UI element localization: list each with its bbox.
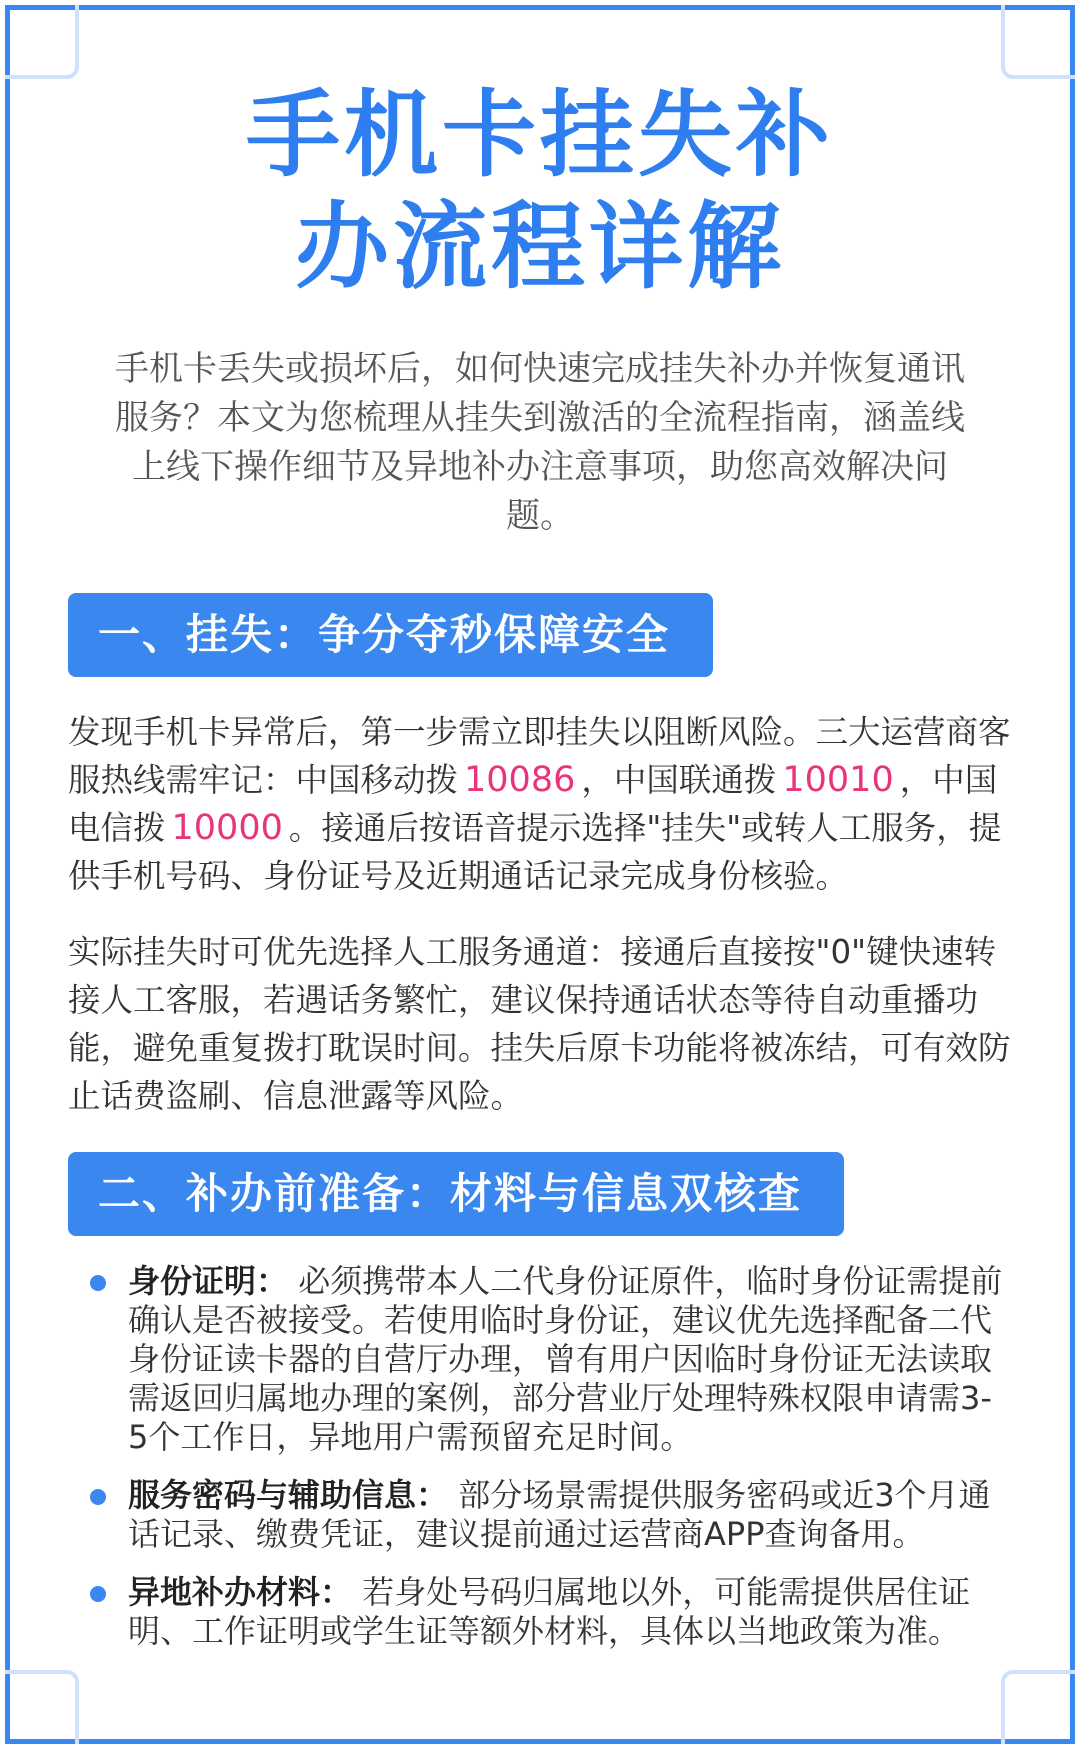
page-title — [0, 80, 1080, 304]
list-item-text: 若身处号码归属地以外，可能需提供居住证明、工作证明或学生证等额外材料，具体以当地政策为准。 — [128, 1573, 971, 1650]
paragraph-text: 发现手机卡异常后，第一步需立即挂失以阻断风险。三大运营商客服热线需牢记：中国移动拨 — [68, 713, 1011, 799]
paragraph-text: 。接通后按语音提示选择"挂失"或转人工服务，提供手机号码、身份证号及近期通话记录完成身份核验。 — [68, 809, 1002, 895]
preparation-list — [90, 1262, 1010, 1670]
corner-decoration-top-right — [1001, 5, 1075, 79]
bullet-dot-icon — [90, 1275, 106, 1291]
section-1-header: 一、挂失：争分夺秒保障安全 — [68, 593, 713, 677]
section-1-paragraph-2: 实际挂失时可优先选择人工服务通道：接通后直接按"0"键快速转接人工客服，若遇话务繁忙，建议保持通话状态等待自动重播功能，避免重复拨打耽误时间。挂失后原卡功能将被冻结，可有效防止话费盗刷、信息泄露等风险。 — [68, 933, 1011, 1115]
hotline-china-telecom: 10000 — [171, 808, 283, 848]
hotline-china-mobile: 10086 — [464, 760, 576, 800]
corner-decoration-bottom-right — [1001, 1670, 1075, 1744]
corner-decoration-bottom-left — [5, 1670, 79, 1744]
list-item-label: 异地补办材料： — [128, 1573, 353, 1611]
paragraph-text: ，中国电信拨 — [68, 761, 998, 847]
section-2-header: 二、补办前准备：材料与信息双核查 — [68, 1152, 844, 1236]
section-1-paragraph-1 — [68, 708, 1013, 900]
paragraph-text: ，中国联通拨 — [581, 761, 777, 799]
list-item-label: 身份证明： — [128, 1262, 289, 1300]
list-item-remote-materials — [90, 1573, 1010, 1651]
list-item-text: 部分场景需提供服务密码或近3个月通话记录、缴费凭证，建议提前通过运营商APP查询备用。 — [128, 1476, 991, 1553]
page-title-line-2: 办流程详解 — [294, 193, 785, 302]
list-item-identity-proof — [90, 1262, 1010, 1457]
intro-paragraph: 手机卡丢失或损坏后，如何快速完成挂失补办并恢复通讯服务？本文为您梳理从挂失到激活的全流程指南，涵盖线上线下操作细节及异地补办注意事项，助您高效解决问题。 — [115, 349, 965, 536]
bullet-dot-icon — [90, 1586, 106, 1602]
list-item-service-password — [90, 1476, 1010, 1554]
list-item-label: 服务密码与辅助信息： — [128, 1476, 449, 1514]
hotline-china-unicom: 10010 — [782, 760, 894, 800]
page-title-line-1: 手机卡挂失补 — [245, 81, 834, 190]
corner-decoration-top-left — [5, 5, 79, 79]
list-item-text: 必须携带本人二代身份证原件，临时身份证需提前确认是否被接受。若使用临时身份证，建议优先选择配备二代身份证读卡器的自营厅办理，曾有用户因临时身份证无法读取需返回归属地办理的案例，部分营业厅处理特殊权限申请需3-5个工作日，异地用户需预留充足时间。 — [128, 1262, 1003, 1456]
bullet-dot-icon — [90, 1489, 106, 1505]
